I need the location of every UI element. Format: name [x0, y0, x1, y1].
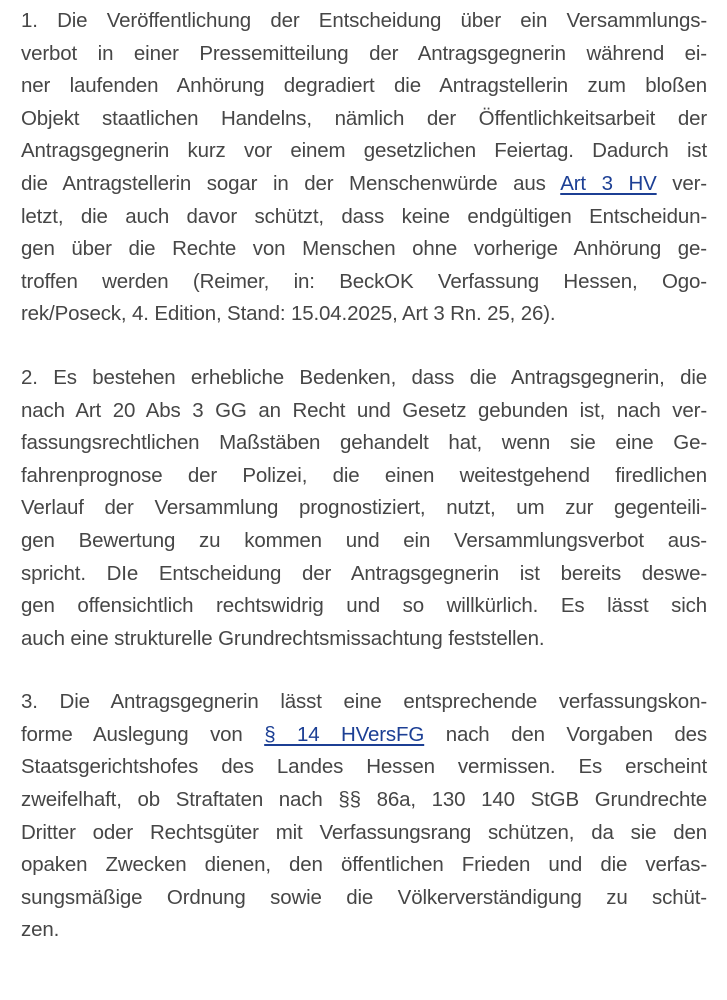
paragraph-1: [21, 5, 707, 331]
text-segment: Objekt staatlichen Handelns, nämlich der Öffentlichkeitsarbeit der: [21, 106, 707, 130]
text-segment: forme Auslegung von: [21, 722, 265, 746]
text-line: [21, 686, 707, 719]
text-line: [21, 719, 707, 752]
text-segment: sungsmäßige Ordnung sowie die Völkerverständigung zu schüt-: [21, 885, 707, 909]
law-reference-link[interactable]: Art 3 HV: [560, 171, 657, 195]
text-segment: rek/Poseck, 4. Edition, Stand: 15.04.2025, Art 3 Rn. 25, 26).: [21, 302, 556, 326]
text-line: [21, 914, 707, 947]
paragraph-2: [21, 362, 707, 655]
text-segment: Dritter oder Rechtsgüter mit Verfassungsrang schützen, da sie den: [21, 820, 707, 844]
text-segment: troffen werden (Reimer, in: BeckOK Verfassung Hessen, Ogo-: [21, 269, 707, 293]
text-line: [21, 298, 707, 331]
text-segment: nach Art 20 Abs 3 GG an Recht und Gesetz gebunden ist, nach ver-: [21, 398, 707, 422]
text-segment: die Antragstellerin sogar in der Menschenwürde aus: [21, 171, 561, 195]
text-segment: zweifelhaft, ob Straftaten nach §§ 86a, 130 140 StGB Grundrechte: [21, 788, 707, 812]
text-segment: ner laufenden Anhörung degradiert die Antragstellerin zum bloßen: [21, 74, 707, 98]
text-line: [21, 784, 707, 817]
text-segment: 3. Die Antragsgegnerin lässt eine entsprechende verfassungskon-: [21, 690, 707, 714]
text-segment: fahrenprognose der Polizei, die einen weitestgehend firedlichen: [21, 463, 707, 487]
text-segment: gen über die Rechte von Menschen ohne vorherige Anhörung ge-: [21, 237, 707, 261]
text-line: [21, 135, 707, 168]
text-line: [21, 751, 707, 784]
text-line: [21, 525, 707, 558]
text-segment: nach den Vorgaben des: [424, 722, 708, 746]
text-segment: opaken Zwecken dienen, den öffentlichen Frieden und die verfas-: [21, 853, 707, 877]
text-line: [21, 103, 707, 136]
text-segment: 1. Die Veröffentlichung der Entscheidung über ein Versammlungs-: [21, 9, 707, 32]
text-segment: fassungsrechtlichen Maßstäben gehandelt hat, wenn sie eine Ge-: [21, 431, 707, 455]
text-line: [21, 882, 707, 915]
text-segment: gen Bewertung zu kommen und ein Versammlungsverbot aus-: [21, 528, 707, 552]
text-line: [21, 70, 707, 103]
text-line: [21, 849, 707, 882]
text-segment: gen offensichtlich rechtswidrig und so willkürlich. Es lässt sich: [21, 594, 707, 618]
text-segment: Antragsgegnerin kurz vor einem gesetzlichen Feiertag. Dadurch ist: [21, 139, 707, 163]
text-line: [21, 233, 707, 266]
text-segment: 2. Es bestehen erhebliche Bedenken, dass die Antragsgegnerin, die: [21, 365, 707, 389]
text-segment: auch eine strukturelle Grundrechtsmissachtung feststellen.: [21, 626, 545, 650]
text-line: [21, 558, 707, 591]
text-line: [21, 623, 707, 656]
law-reference-link[interactable]: § 14 HVersFG: [264, 722, 425, 746]
text-segment: letzt, die auch davor schützt, dass keine endgültigen Entscheidun-: [21, 204, 707, 228]
text-line: [21, 817, 707, 850]
text-line: [21, 201, 707, 234]
text-line: [21, 492, 707, 525]
paragraph-3: [21, 686, 707, 947]
text-segment: Verlauf der Versammlung prognostiziert, nutzt, um zur gegenteili-: [21, 496, 707, 520]
text-segment: spricht. DIe Entscheidung der Antragsgegnerin ist bereits deswe-: [21, 561, 707, 585]
text-line: [21, 5, 707, 38]
text-line: [21, 427, 707, 460]
text-line: [21, 395, 707, 428]
text-line: [21, 590, 707, 623]
text-line: [21, 362, 707, 395]
text-segment: ver-: [656, 171, 707, 195]
text-segment: zen.: [21, 918, 60, 942]
text-line: [21, 266, 707, 299]
text-line: [21, 168, 707, 201]
text-segment: Staatsgerichtshofes des Landes Hessen vermissen. Es erscheint: [21, 755, 707, 779]
text-segment: verbot in einer Pressemitteilung der Antragsgegnerin während ei-: [21, 41, 707, 65]
text-line: [21, 460, 707, 493]
text-line: [21, 38, 707, 71]
